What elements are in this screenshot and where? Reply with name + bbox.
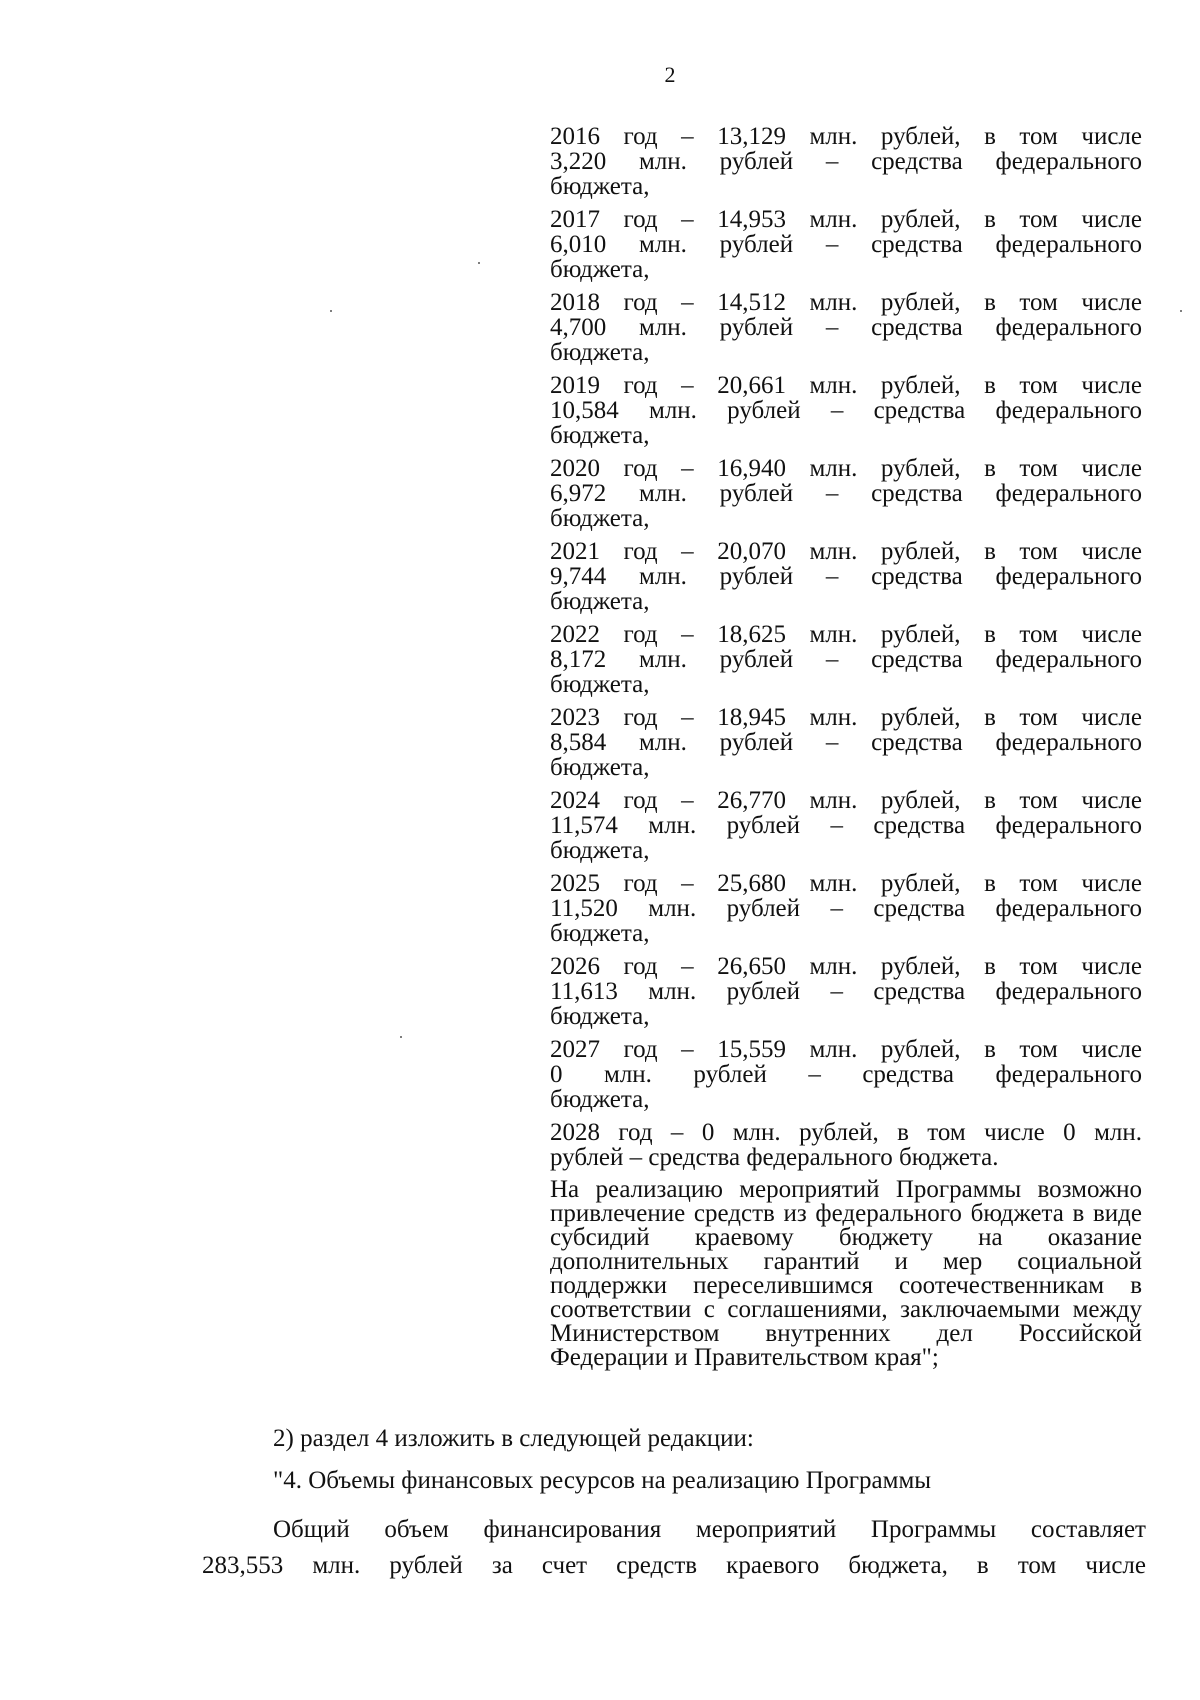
year-entry <box>550 290 1142 365</box>
scan-speck <box>400 1036 402 1038</box>
year-entry <box>550 124 1142 199</box>
year-entry-line2: 11,613 млн. рублей – средства федерального <box>550 978 1142 1005</box>
year-entry-line2: 11,574 млн. рублей – средства федерального <box>550 812 1142 839</box>
page-number: 2 <box>664 62 676 87</box>
year-entry-line1: 2017 год – 14,953 млн. рублей, в том числе <box>550 206 1142 233</box>
year-entry-line1: 2021 год – 20,070 млн. рублей, в том числе <box>550 538 1142 565</box>
year-entry <box>550 1037 1142 1112</box>
year-entry-line2: 0 млн. рублей – средства федерального <box>550 1061 1142 1088</box>
year-entry-line3: бюджета, <box>550 754 650 781</box>
year-entry <box>550 207 1142 282</box>
year-entry <box>550 456 1142 531</box>
year-entry <box>550 871 1142 946</box>
year-entry <box>550 539 1142 614</box>
year-entry <box>550 373 1142 448</box>
final-year-line1: 2028 год – 0 млн. рублей, в том числе 0 млн. <box>550 1119 1142 1146</box>
year-list <box>550 124 1142 1112</box>
right-column-budget-list <box>550 124 1142 1370</box>
year-entry-line3: бюджета, <box>550 422 650 449</box>
final-year-entry <box>550 1120 1142 1170</box>
year-entry-line2: 9,744 млн. рублей – средства федерального <box>550 563 1142 590</box>
year-entry-line1: 2019 год – 20,661 млн. рублей, в том числе <box>550 372 1142 399</box>
funding-note: На реализацию мероприятий Программы возможно привлечение средств из федерального бюджета в виде субсидий краевому бюджету на оказание дополнительных гарантий и мер социальной поддержки переселившимся соотечественникам в соответствии с соглашениями, заключаемыми между Министерством внутренних дел Российской Федерации и Правительством края"; <box>550 1176 1142 1371</box>
section-heading: "4. Объемы финансовых ресурсов на реализацию Программы <box>273 1467 932 1494</box>
year-entry-line1: 2022 год – 18,625 млн. рублей, в том числе <box>550 621 1142 648</box>
year-entry-line1: 2023 год – 18,945 млн. рублей, в том числе <box>550 704 1142 731</box>
year-entry-line3: бюджета, <box>550 588 650 615</box>
year-entry-line3: бюджета, <box>550 1086 650 1113</box>
amendment-item: 2) раздел 4 изложить в следующей редакции: <box>273 1425 754 1452</box>
year-entry-line3: бюджета, <box>550 173 650 200</box>
year-entry-line1: 2024 год – 26,770 млн. рублей, в том числе <box>550 787 1142 814</box>
final-year-line2: рублей – средства федерального бюджета. <box>550 1144 999 1171</box>
scan-speck <box>330 310 332 312</box>
year-entry-line1: 2016 год – 13,129 млн. рублей, в том числе <box>550 123 1142 150</box>
body-paragraph-line2: 283,553 млн. рублей за счет средств краевого бюджета, в том числе <box>202 1552 1146 1579</box>
year-entry <box>550 788 1142 863</box>
year-entry-line3: бюджета, <box>550 339 650 366</box>
year-entry-line3: бюджета, <box>550 920 650 947</box>
year-entry-line1: 2027 год – 15,559 млн. рублей, в том числе <box>550 1036 1142 1063</box>
year-entry-line1: 2025 год – 25,680 млн. рублей, в том числе <box>550 870 1142 897</box>
body-paragraph <box>202 1512 1146 1584</box>
year-entry-line2: 6,972 млн. рублей – средства федерального <box>550 480 1142 507</box>
year-entry-line1: 2020 год – 16,940 млн. рублей, в том числе <box>550 455 1142 482</box>
year-entry-line1: 2026 год – 26,650 млн. рублей, в том числе <box>550 953 1142 980</box>
year-entry-line2: 8,584 млн. рублей – средства федерального <box>550 729 1142 756</box>
year-entry-line2: 8,172 млн. рублей – средства федерального <box>550 646 1142 673</box>
year-entry-line3: бюджета, <box>550 671 650 698</box>
year-entry-line2: 6,010 млн. рублей – средства федерального <box>550 231 1142 258</box>
year-entry-line1: 2018 год – 14,512 млн. рублей, в том числе <box>550 289 1142 316</box>
year-entry-line2: 4,700 млн. рублей – средства федерального <box>550 314 1142 341</box>
scan-speck <box>1180 310 1182 312</box>
year-entry-line3: бюджета, <box>550 256 650 283</box>
scan-speck <box>478 262 480 264</box>
year-entry <box>550 622 1142 697</box>
year-entry-line3: бюджета, <box>550 1003 650 1030</box>
year-entry-line3: бюджета, <box>550 837 650 864</box>
year-entry-line3: бюджета, <box>550 505 650 532</box>
year-entry <box>550 705 1142 780</box>
body-paragraph-line1: Общий объем финансирования мероприятий Программы составляет <box>273 1516 1146 1543</box>
year-entry-line2: 10,584 млн. рублей – средства федерального <box>550 397 1142 424</box>
year-entry-line2: 3,220 млн. рублей – средства федерального <box>550 148 1142 175</box>
year-entry-line2: 11,520 млн. рублей – средства федерального <box>550 895 1142 922</box>
year-entry <box>550 954 1142 1029</box>
